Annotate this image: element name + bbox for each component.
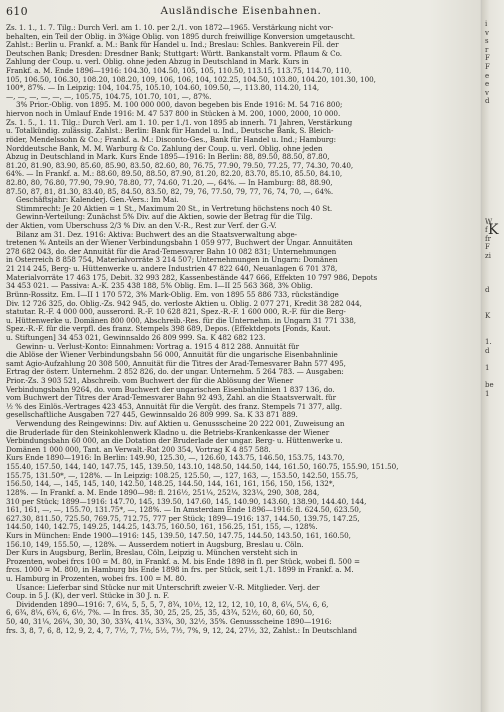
facing-page-fragment bbox=[485, 561, 504, 570]
text-line: Spez.-R.-F. für die verpfl. des franz. Stempels 398 689, Depos. (Effektdepots [Fonds, Kaut. bbox=[6, 325, 331, 334]
text-line: behalten, ein Teil der Oblig. in 3%ige Oblig. von 1895 durch freiwillige Konversion umgetauscht. bbox=[6, 32, 355, 41]
facing-page-fragment: 1 bbox=[485, 363, 490, 372]
text-line: 21 214 245, Berg- u. Hüttenwerke u. andere Industrien 47 822 640, Neuanlagen 6 701 378, bbox=[6, 265, 338, 274]
text-line: Verbindungsbahn 9264, do. vom Buchwert der ungarischen Eisenbahnlinien 1 837 136, do. bbox=[6, 385, 335, 394]
text-line: röder, Mendelssohn & Co.; Frankf. a. M.: Disconto-Ges., Bank für Handel u. Ind.; Hamburg: bbox=[6, 135, 336, 144]
facing-page-fragment bbox=[485, 115, 504, 124]
text-line: Stimmrecht: Je 20 Aktien = 1 St., Maximum 20 St., in Vertretung höchstens noch 40 St. bbox=[16, 204, 333, 213]
text-line: 161, 161, —, —, 155.70, 131.75*, —, 128%. — In Amsterdam Ende 1896—1916: fl. 624.50, 623.50, bbox=[6, 506, 362, 515]
facing-page-fragment bbox=[485, 518, 504, 527]
text-line: ½ % des Einlös.-Vertrages 423 453, Annuität für die Vergüt. des franz. Stempels 71 377, allg. bbox=[6, 402, 342, 411]
text-line: Abzug in Deutschland in Mark. Kurs Ende 1895—1916: In Berlin: 88, 89.50, 88.50, 87.80, bbox=[6, 153, 330, 162]
facing-page-fragment bbox=[485, 149, 504, 158]
text-line: vom Buchwert der Titres der Arad-Temesvarer Bahn 92 493, Zahl. an die Staatsverwalt. für bbox=[6, 394, 337, 403]
facing-page-fragment bbox=[485, 158, 504, 167]
text-line: u. Hamburg in Prozenten, wobei frs. 100 = M. 80. bbox=[6, 575, 187, 583]
text-line: 100*, 87%. — In Leipzig: 104, 104.75, 105.10, 104.60, 109.50, —, 113.80, 114.20, 114, bbox=[6, 84, 320, 93]
facing-page-fragment bbox=[485, 295, 504, 304]
facing-page-fragment bbox=[485, 398, 504, 407]
text-line: Geschäftsjahr: Kalenderj. Gen.-Vers.: Im Mai. bbox=[16, 196, 179, 205]
text-line: 278 682 043, do. der Annuität für die Arad-Temesvarer Bahn 10 082 831; Unternehmungen bbox=[6, 247, 337, 256]
text-line: die Ablöse der Wiener Verbindungsbahn 56 000, Annuität für die ungarische Eisenbahnlinie bbox=[6, 351, 338, 360]
facing-page-fragment bbox=[485, 622, 504, 631]
text-line: Zs. 1. 5., 1. 11. Tilg.: Durch Verl. am 1. 10. per 1./1. von 1895 ab innerh. 71 Jahren, Verstärkung bbox=[6, 118, 353, 127]
facing-page-fragment bbox=[485, 613, 504, 622]
facing-page-fragment bbox=[485, 415, 504, 424]
facing-page-fragment bbox=[485, 630, 504, 639]
facing-page-fragment: 1. bbox=[485, 337, 492, 346]
facing-page-fragment: i bbox=[485, 20, 488, 28]
facing-page-fragment: zi bbox=[485, 252, 491, 261]
facing-page-fragment bbox=[485, 200, 504, 209]
text-line: hiervon noch in Umlauf Ende 1916: M. 47 537 800 in Stücken à M. 200, 1000, 2000, 10 000. bbox=[6, 110, 341, 119]
text-line: Coup. in 5 J. (K), der verl. Stücke in 30 J. n. F. bbox=[6, 592, 170, 601]
facing-page-fragment bbox=[485, 587, 504, 596]
facing-page-fragment bbox=[485, 467, 504, 476]
facing-page-fragment bbox=[485, 304, 504, 313]
facing-page-fragment: be bbox=[485, 380, 494, 389]
facing-page-fragment bbox=[485, 604, 504, 613]
page-number: 610 bbox=[6, 5, 28, 18]
text-line: der Aktien, vom Überschuss 2/3 % Div. an den V.-R., Rest zur Verf. der G.-V. bbox=[6, 222, 277, 231]
facing-page-fragment bbox=[485, 261, 504, 270]
text-line: Domänen 1 000 000, Tant. an Verwalt.-Rat 200 354, Vortrag K 4 857 588. bbox=[6, 445, 271, 454]
facing-page-letter: K bbox=[488, 222, 499, 238]
text-line: —, —, —, —, —, —, 105.75, 104.75, 101.70, 101, —, 87%. bbox=[6, 92, 212, 101]
facing-page-fragment: r bbox=[485, 45, 489, 54]
text-line: Deutschen Bank; Dresden: Dresdner Bank; Stuttgart: Württ. Bankanstalt vorm. Pflaum & Co. bbox=[6, 49, 342, 58]
text-line: 144.50, 140, 142.75, 149.25, 144.25, 143.75, 160.50, 161, 156.25, 151, 155, —, 128%. bbox=[6, 523, 318, 532]
facing-page-fragment bbox=[485, 166, 504, 175]
text-line: statutar. R.-F. 4 000 000, ausserord. R.-F. 10 628 821, Spez.-R.-F. 1 600 000, R.-F. für die Berg- bbox=[6, 308, 346, 317]
facing-page-fragment bbox=[485, 132, 504, 141]
text-line: Gewinn- u. Verlust-Konto: Einnahmen: Vortrag a. 1915 4 812 288. Annuität für bbox=[16, 342, 299, 351]
facing-page-fragment bbox=[485, 553, 504, 562]
facing-page-fragment: fr bbox=[485, 234, 491, 243]
facing-page-fragment: d bbox=[485, 346, 490, 355]
text-line: Ertrag der österr. Unternehm. 2 852 826, do. der ungar. Unternehm. 5 264 783. — Ausgaben: bbox=[6, 368, 344, 377]
facing-page-fragment: d bbox=[485, 97, 490, 106]
facing-page-fragment bbox=[485, 183, 504, 192]
text-line: 155.75, 131.50*, —, 128%. — In Leipzig: 108.25, 125.50, —, 127, 163, —, 153.50, 142.50, 155.75, bbox=[6, 471, 359, 480]
facing-page-fragment bbox=[485, 407, 504, 416]
facing-page-fragment bbox=[485, 106, 504, 115]
text-line: u. Totalkündig. zulässig. Zahlst.: Berlin: Bank für Handel u. Ind., Deutsche Bank, S. Bleich- bbox=[6, 127, 334, 136]
facing-page-fragment: v bbox=[485, 28, 489, 37]
text-line: Zahlst.: Berlin u. Frankf. a. M.: Bank für Handel u. Ind.; Breslau: Schles. Bankverein Fil. der bbox=[6, 41, 339, 50]
facing-page-fragment bbox=[485, 269, 504, 278]
facing-page-fragment: K bbox=[485, 312, 491, 321]
facing-page-fragment: F bbox=[485, 54, 490, 63]
facing-page-fragment bbox=[485, 527, 504, 536]
body-text bbox=[6, 24, 476, 635]
text-line: 64%. — In Frankf. a. M.: 88.60, 89.50, 88.50, 87.90, 81.20, 82.20, 83.70, 85.10, 85.50, 84.10, bbox=[6, 170, 343, 179]
facing-page-fragment bbox=[485, 175, 504, 184]
text-line: 6, 6¾, 8¼, 6¾, 6, 6½, 7%. — In frcs. 35, 30, 25, 25, 25, 35, 43¾, 52½, 60, 60, 60, 50, bbox=[6, 609, 315, 618]
text-line: 87.50, 87, 81, 81.30, 83.40, 85, 84.50, 83.50, 82, 79, 76, 77.50, 79, 77, 76, 74, 70, —, 64%. bbox=[6, 187, 334, 196]
facing-page-fragment: e bbox=[485, 80, 490, 89]
text-line: 105, 106.50, 106.30, 108.20, 108.20, 109, 106, 106, 104, 102.25, 104.50, 103.80, 104.20, 101.30, 100, bbox=[6, 75, 376, 84]
facing-page-fragment bbox=[485, 647, 504, 656]
text-line: tretenen ⁴⁄₆ Anteils an der Wiener Verbindungsbahn 1 059 977, Buchwert der Ungar. Annuitäten bbox=[6, 239, 353, 248]
text-line: gesellschaftliche Ausgaben 727 445, Gewinnsaldo 26 809 999. Sa. K 33 871 889. bbox=[6, 411, 298, 420]
text-line: Materialvorräte 17 463 175, Debit. 32 993 282, Kassenbestände 447 666, Effekten 10 797 986, Depots bbox=[6, 273, 378, 282]
facing-page-fragment: s bbox=[485, 37, 489, 46]
facing-page-fragment bbox=[485, 329, 504, 338]
text-line: Kurs Ende 1890—1916: In Berlin: 149.90, 125.30, —, 126.60, 143.75, 146.50, 153.75, 143.70, bbox=[6, 454, 345, 463]
facing-page-fragment bbox=[485, 441, 504, 450]
facing-page-fragment bbox=[485, 596, 504, 605]
facing-page-fragment: F bbox=[485, 243, 490, 252]
text-line: frcs. 1000 = M. 800, in Hamburg bis Ende 1898 in frs. per Stück, seit 1./1. 1899 in Frankf. a. M. bbox=[6, 566, 354, 575]
running-title: Ausländische Eisenbahnen. bbox=[160, 5, 322, 17]
facing-page-edge bbox=[482, 0, 504, 712]
text-line: 310 per Stück; 1899—1916: 147.70, 145, 139.50, 147.60, 145, 140.90, 143.60, 138.90, 144.40, 144, bbox=[6, 497, 367, 506]
facing-page-fragment bbox=[485, 355, 504, 364]
facing-page-fragment bbox=[485, 501, 504, 510]
facing-page-fragment bbox=[485, 278, 504, 287]
facing-page-fragment: W bbox=[485, 217, 493, 226]
facing-page-fragment: e bbox=[485, 71, 490, 80]
facing-page-text bbox=[485, 20, 504, 673]
text-line: Div. 12 726 325, do. Oblig.-Zs. 942 945, do. verloste Aktien u. Oblig. 2 077 271, Kredit 38 282 044, bbox=[6, 299, 362, 308]
text-line: 156.50, 144, —, 145, 145, 140, 142.50, 148.25, 144.50, 144, 161, 161, 156, 150, 156, 132*, bbox=[6, 480, 335, 489]
text-line: Prozenten, wobei frcs 100 = M. 80, in Frankf. a. M. bis Ende 1898 in fl. per Stück, wobei fl. 500 = bbox=[6, 557, 360, 566]
facing-page-fragment bbox=[485, 433, 504, 442]
text-line: Verbindungsbahn 60 000, an die Dotation der Bruderlade der ungar. Berg- u. Hüttenwerke u. bbox=[6, 437, 343, 446]
facing-page-fragment bbox=[485, 475, 504, 484]
text-line: 128%. — In Frankf. a. M. Ende 1890—98: fl. 216½, 251¼, 252¼, 323¼, 290, 308, 284, bbox=[6, 488, 320, 497]
text-line: 82.80, 80, 76.80, 77.90, 79.90, 78.80, 77, 74.60, 71.20, —, 64%. — In Hamburg: 88, 88.90, bbox=[6, 178, 333, 187]
text-line: Bilanz am 31. Dez. 1916: Aktiva: Buchwert des an die Staatsverwaltung abge- bbox=[16, 230, 298, 239]
running-head bbox=[6, 5, 476, 19]
facing-page-fragment bbox=[485, 570, 504, 579]
text-line: Der Kurs in Augsburg, Berlin, Breslau, Cöln, Leipzig u. München versteht sich in bbox=[6, 549, 298, 558]
text-line: Usance: Lieferbar sind Stücke nur mit Unterschrift zweier V.-R. Mitglieder. Verj. der bbox=[16, 583, 320, 592]
facing-page-fragment bbox=[485, 321, 504, 330]
text-line: 627.30, 811.50, 725.50, 769.75, 712.75, 777 per Stück; 1899—1916: 137, 144.50, 139.75, 147.25, bbox=[6, 514, 360, 523]
text-line: 156.10, 149, 155.50, —, 128%. — Ausserdem notiert in Augsburg, Breslau u. Cöln. bbox=[6, 540, 304, 549]
facing-page-fragment bbox=[485, 484, 504, 493]
text-line: Zs. 1. 1., 1. 7. Tilg.: Durch Verl. am 1. 10. per 2./1. von 1872—1965. Verstärkung nicht vor- bbox=[6, 24, 334, 32]
facing-page-fragment bbox=[485, 536, 504, 545]
text-line: Verwendung des Reingewinns: Div. auf Aktien u. Genussscheine 20 222 001, Zuweisung an bbox=[16, 420, 345, 429]
text-line: samt Agio-Aufzahlung 20 308 500, Annuität für die Titres der Arad-Temesvarer Bahn 577 495, bbox=[6, 359, 346, 368]
text-line: Dividenden 1890—1916: 7, 6¼, 5, 5, 5, 7, 8¾, 10½, 12, 12, 12, 10, 10, 8, 6¼, 5¼, 6, 6, bbox=[16, 600, 329, 609]
text-line: Frankf. a. M. Ende 1896—1916: 104.30, 104.50, 105, 105, 110.50, 113.15, 113.75, 114.70, 110, bbox=[6, 67, 352, 76]
text-line: 3% Prior.-Oblig. von 1895. M. 100 000 000, davon begeben bis Ende 1916: M. 54 716 800; bbox=[16, 101, 343, 110]
facing-page-fragment: v bbox=[485, 88, 489, 97]
text-line: die Bruderlade für den Steinkohlenwerk Kladno u. die Betriebs-Krankenkasse der Wiener bbox=[6, 428, 330, 437]
text-line: Kurs in München: Ende 1900—1916: 145, 139.50, 147.50, 147.75, 144.50, 143.50, 161, 160.50, bbox=[6, 531, 351, 540]
text-line: Gewinn-Verteilung: Zunächst 5% Div. auf die Aktien, sowie der Betrag für die Tilg. bbox=[16, 213, 313, 222]
facing-page-fragment bbox=[485, 192, 504, 201]
facing-page-fragment: F bbox=[485, 62, 490, 71]
text-line: 155.40, 157.50, 144, 140, 147.75, 145, 139.50, 143.10, 148.50, 144.50, 144, 161.50, 160.75, 155.90, 151.50, bbox=[6, 463, 399, 472]
text-line: Zahlung der Coup. u. verl. Oblig. ohne jeden Abzug in Deutschland in Mark. Kurs in bbox=[6, 58, 309, 67]
text-line: Norddeutsche Bank, M. M. Warburg & Co. Zahlung der Coup. u. verl. Oblig. ohne jeden bbox=[6, 144, 323, 153]
text-line: u. Hüttenwerke u. Domänen 800 000, Abschreib.-Res. für die Unternehm. in Ungarn 31 771 338, bbox=[6, 316, 356, 325]
text-line: Prior.-Zs. 3 903 521, Abschreib. vom Buchwert der für die Ablösung der Wiener bbox=[6, 376, 294, 385]
text-line: 81.20, 81.90, 83.90, 85.60, 85.90, 83.50, 82.60, 80, 76.75, 77.90, 79.50, 77.25, 77, 74.30, 70.40, bbox=[6, 161, 354, 170]
facing-page-fragment bbox=[485, 424, 504, 433]
facing-page-fragment: d bbox=[485, 286, 490, 295]
facing-page-fragment: f bbox=[485, 226, 488, 235]
facing-page-fragment bbox=[485, 656, 504, 665]
text-line: frs. 3, 8, 7, 6, 8, 12, 9, 2, 4, 7, 7½, 7, 7½, 5½, 7½, 7%, 9, 12, 24, 27½, 32, Zahlst.: In Deutschland bbox=[6, 626, 357, 635]
facing-page-fragment bbox=[485, 544, 504, 553]
text-line: in Österreich 8 858 754, Materialvorräte 3 214 507; Unternehmungen in Ungarn: Domänen bbox=[6, 256, 338, 265]
text-line: u. Stiftungen] 34 453 021, Gewinnsaldo 26 809 999. Sa. K 482 682 123. bbox=[6, 333, 266, 342]
facing-page-fragment bbox=[485, 510, 504, 519]
facing-page-fragment bbox=[485, 639, 504, 648]
facing-page-fragment bbox=[485, 372, 504, 381]
facing-page-fragment: 1 bbox=[485, 389, 490, 398]
facing-page-fragment bbox=[485, 665, 504, 674]
facing-page-fragment bbox=[485, 493, 504, 502]
text-line: 50, 40, 31¼, 26¼, 30, 30, 30, 33¾, 41¼, 33¾, 30, 32½, 35%. Genussscheine 1890—1916: bbox=[6, 618, 332, 627]
text-line: 34 453 021. — Passiva: A.-K. 235 438 188, 5% Oblig. Em. I—II 25 563 368, 3% Oblig. bbox=[6, 282, 313, 291]
facing-page-fragment bbox=[485, 123, 504, 132]
facing-page-fragment bbox=[485, 209, 504, 218]
facing-page-fragment bbox=[485, 140, 504, 149]
facing-page-fragment bbox=[485, 458, 504, 467]
facing-page-fragment bbox=[485, 450, 504, 459]
text-line: Brünn-Rossitz. Em. I—II 1 170 572, 3% Mark-Oblig. Em. von 1895 55 886 733, rückständige bbox=[6, 290, 339, 299]
facing-page-fragment bbox=[485, 579, 504, 588]
